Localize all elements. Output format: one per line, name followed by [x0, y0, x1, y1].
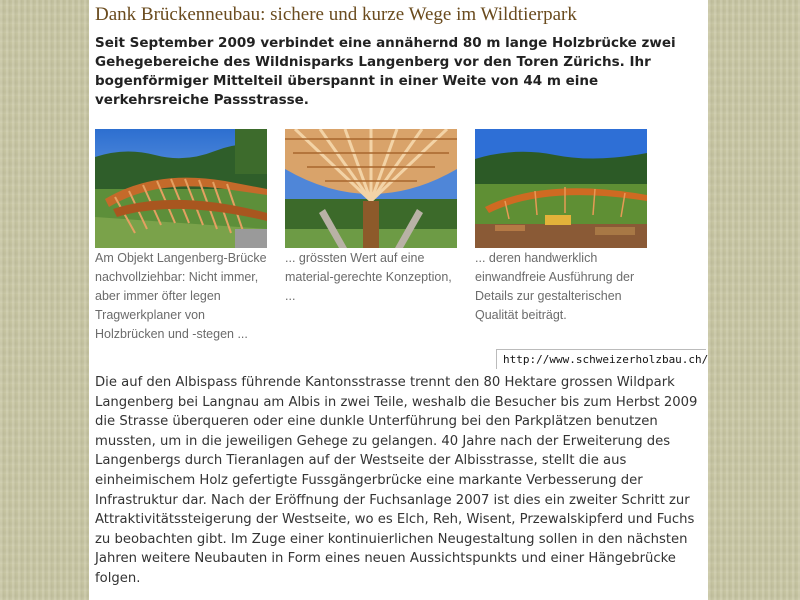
figure-caption-3: ... deren handwerklich einwandfreie Ausführung der Details zur gestalterischen Qualität beiträgt.: [475, 251, 635, 322]
article-body: Die auf den Albispass führende Kantonsstrasse trennt den 80 Hektare grossen Wildpark Langenberg bei Langnau am Albis in zwei Teile, weshalb die Besucher bis zum Herbst 2009 die Strasse überqueren oder eine dunkle Unterführung bei den Parkplätzen benutzen mussten, um in die jeweiligen Gehege zu gelangen. 40 Jahre nach der Erweiterung des Langenbergs durch Tieranlagen auf der Westseite der Albisstrasse, stellt die aus einheimischem Holz gefertigte Fussgängerbrücke eine markante Verbesserung der Infrastruktur dar. Nach der Eröffnung der Fuchsanlage 2007 ist dies ein zweiter Schritt zur Attraktivitätssteigerung der Westseite, wo es Elch, Reh, Wisent, Przewalskipferd und Fuchs zu beobachten gibt. Im Zuge einer kontinuierlichen Neugestaltung sollen in den nächsten Jahren weitere Neubauten in Form eines neuen Aussichtspunkts und einer Hängebrücke folgen.: [95, 375, 698, 586]
bridge-photo-construction: [475, 129, 647, 248]
source-url[interactable]: http://www.schweizerholzbau.ch/: [496, 349, 706, 369]
article-page: [89, 0, 708, 600]
figure-caption-1: Am Objekt Langenberg-Brücke nachvollziehbar: Nicht immer, aber immer öfter legen Tragwerkplaner von Holzbrücken und -stegen ...: [95, 251, 267, 341]
article-lead: Seit September 2009 verbindet eine annähernd 80 m lange Holzbrücke zwei Gehegebereiche des Wildnisparks Langenberg vor den Toren Zürichs. Ihr bogenförmiger Mittelteil überspannt in einer Weite von 44 m eine verkehrsreiche Passstrasse.: [95, 35, 676, 108]
figure-caption-2: ... grössten Wert auf eine material-gerechte Konzeption, ...: [285, 251, 452, 303]
bridge-photo-side-view: [95, 129, 267, 248]
bridge-photo-underside: [285, 129, 457, 248]
article-title: Dank Brückenneubau: sichere und kurze Wege im Wildtierpark: [95, 4, 577, 25]
